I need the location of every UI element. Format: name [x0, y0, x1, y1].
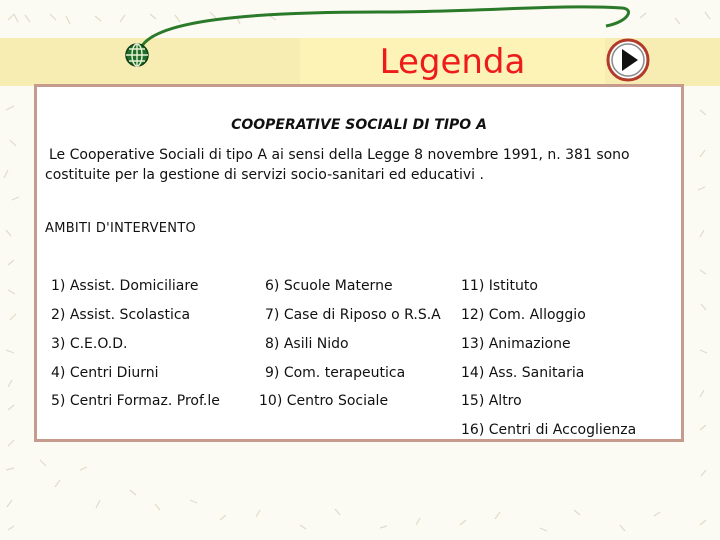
section-heading: COOPERATIVE SOCIALI DI TIPO A [231, 117, 487, 133]
ambito-item: 16) Centri di Accoglienza [461, 422, 637, 438]
ambito-item: 14) Ass. Sanitaria [461, 365, 585, 381]
description-line-2: costituite per la gestione di servizi socio-sanitari ed educativi . [45, 167, 484, 183]
ambito-item: 4) Centri Diurni [51, 365, 159, 381]
ambito-item: 1) Assist. Domiciliare [51, 278, 199, 294]
ambito-item: 9) Com. terapeutica [265, 365, 406, 381]
ambito-item: 11) Istituto [461, 278, 538, 294]
ambito-item: 10) Centro Sociale [259, 393, 389, 409]
legend-panel [34, 84, 684, 442]
description-line-1: Le Cooperative Sociali di tipo A ai sensi della Legge 8 novembre 1991, n. 381 sono [49, 147, 630, 163]
ambito-item: 7) Case di Riposo o R.S.A [265, 307, 441, 323]
ambito-item: 6) Scuole Materne [265, 278, 393, 294]
ambito-item: 2) Assist. Scolastica [51, 307, 191, 323]
ambito-item: 8) Asili Nido [265, 336, 349, 352]
play-button[interactable] [606, 38, 650, 82]
page-title: Legenda [379, 42, 526, 82]
play-icon [606, 38, 650, 82]
ambito-item: 13) Animazione [461, 336, 571, 352]
ambito-item: 15) Altro [461, 393, 522, 409]
globe-icon [124, 42, 150, 68]
ambito-item: 5) Centri Formaz. Prof.le [51, 393, 220, 409]
ambito-item: 3) C.E.O.D. [51, 336, 128, 352]
ambito-item: 12) Com. Alloggio [461, 307, 586, 323]
ambiti-label: AMBITI D'INTERVENTO [45, 221, 197, 236]
